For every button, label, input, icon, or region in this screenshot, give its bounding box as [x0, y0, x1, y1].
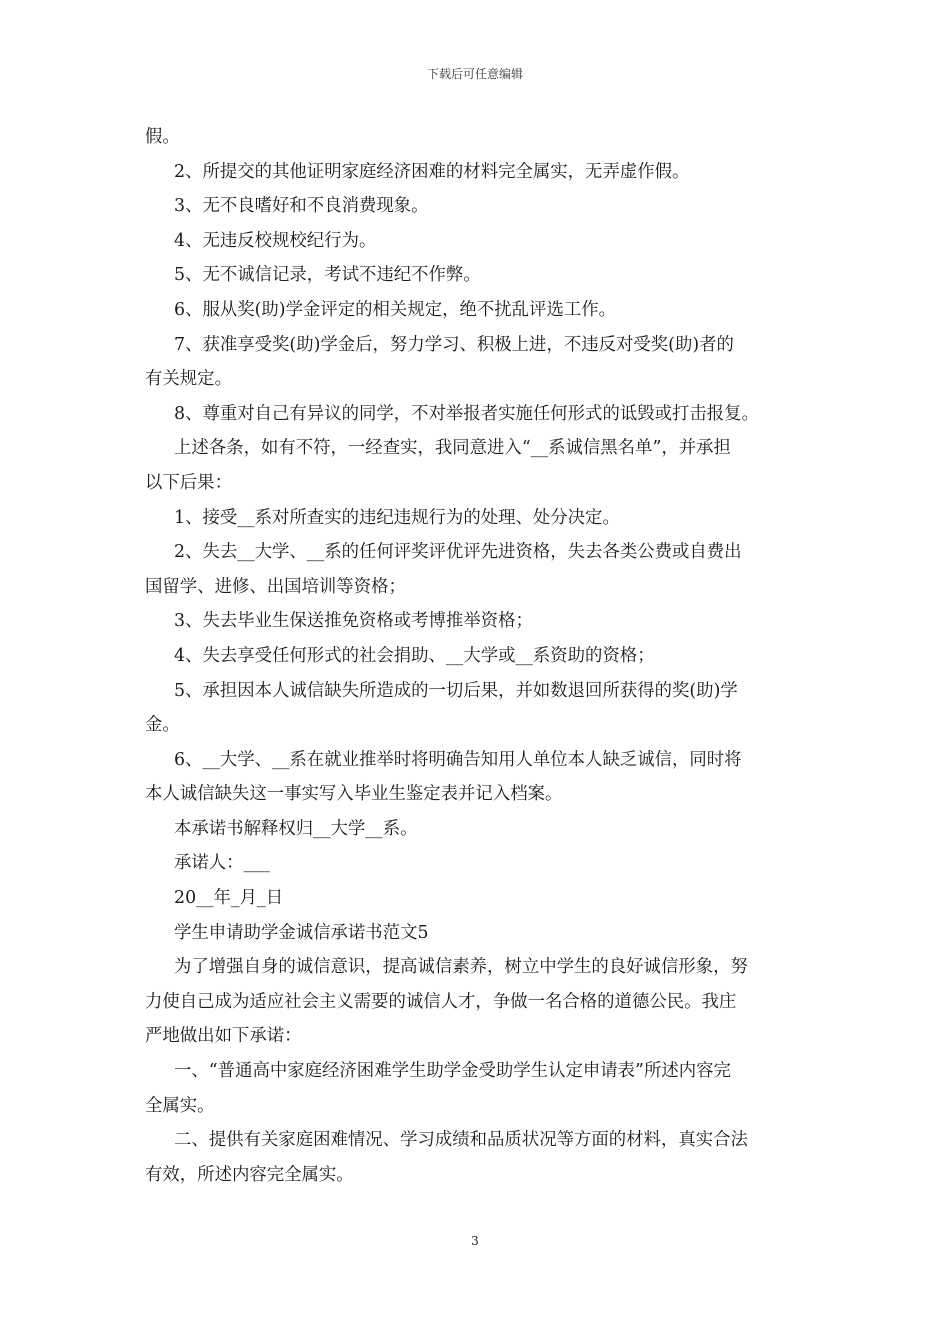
paragraph-line: 假。: [145, 127, 180, 147]
paragraph-line: 4、失去享受任何形式的社会捐助、__大学或__系资助的资格；: [174, 645, 655, 666]
paragraph-line: 1、接受__系对所查实的违纪违规行为的处理、处分决定。: [174, 507, 620, 528]
page-header: 下载后可任意编辑: [426, 67, 523, 81]
paragraph-line: 为了增强自身的诚信意识，提高诚信素养，树立中学生的良好诚信形象，努: [174, 957, 748, 978]
paragraph-line: 2、失去__大学、__系的任何评奖评优评先进资格，失去各类公费或自费出: [174, 542, 742, 563]
paragraph-line: 上述各条，如有不符，一经查实，我同意进入“__系诚信黑名单”，并承担: [174, 438, 731, 459]
section-title: 学生申请助学金诚信承诺书范文5: [174, 922, 429, 943]
paragraph-line: 金。: [145, 715, 180, 736]
paragraph-line: 严地做出如下承诺：: [145, 1026, 302, 1047]
paragraph-line: 有效，所述内容完全属实。: [145, 1164, 354, 1185]
paragraph-line: 全属实。: [145, 1095, 215, 1116]
paragraph-line: 5、承担因本人诚信缺失所造成的一切后果，并如数退回所获得的奖(助)学: [174, 680, 738, 701]
paragraph-line: 20__年_月_日: [174, 888, 284, 909]
document-body: [145, 120, 810, 1192]
paragraph-line: 7、获准享受奖(助)学金后，努力学习、积极上进，不违反对受奖(助)者的: [174, 334, 734, 355]
paragraph-line: 力使自己成为适应社会主义需要的诚信人才，争做一名合格的道德公民。我庄: [145, 991, 737, 1012]
paragraph-line: 以下后果：: [145, 472, 232, 493]
paragraph-line: 本承诺书解释权归__大学__系。: [174, 818, 418, 839]
paragraph-line: 6、服从奖(助)学金评定的相关规定，绝不扰乱评选工作。: [174, 299, 617, 320]
paragraph-line: 2、所提交的其他证明家庭经济困难的材料完全属实，无弄虚作假。: [174, 161, 690, 182]
paragraph-line: 国留学、进修、出国培训等资格；: [145, 576, 406, 597]
paragraph-line: 有关规定。: [145, 369, 232, 390]
paragraph-line: 4、无违反校规校纪行为。: [174, 230, 377, 251]
paragraph-line: 6、__大学、__系在就业推举时将明确告知用人单位本人缺乏诚信，同时将: [174, 749, 742, 770]
paragraph-line: 5、无不诚信记录，考试不违纪不作弊。: [174, 265, 481, 286]
paragraph-line: 二、提供有关家庭困难情况、学习成绩和品质状况等方面的材料，真实合法: [174, 1130, 748, 1151]
paragraph-line: 8、尊重对自己有异议的同学，不对举报者实施任何形式的诋毁或打击报复。: [174, 403, 759, 424]
paragraph-line: 3、失去毕业生保送推免资格或考博推举资格；: [174, 611, 533, 632]
paragraph-line: 承诺人：___: [174, 853, 270, 874]
page-number: 3: [471, 1234, 479, 1248]
paragraph-line: 一、“普通高中家庭经济困难学生助学金受助学生认定申请表”所述内容完: [174, 1061, 731, 1082]
paragraph-line: 3、无不良嗜好和不良消费现象。: [174, 196, 429, 217]
paragraph-line: 本人诚信缺失这一事实写入毕业生鉴定表并记入档案。: [145, 784, 563, 805]
